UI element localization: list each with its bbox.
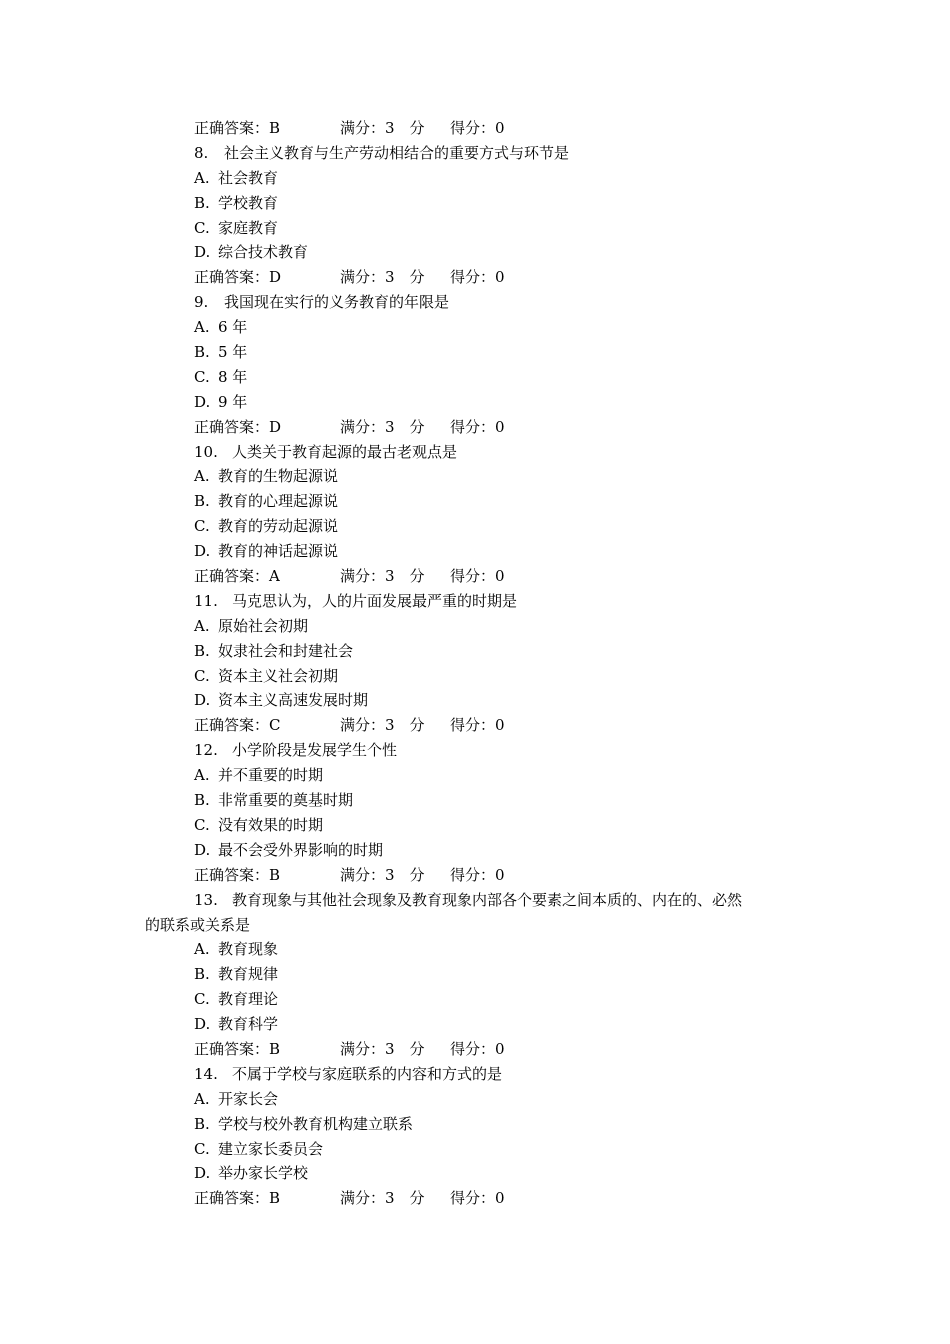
full-score: 满分：3 分 xyxy=(340,1189,425,1208)
obtained-score: 得分：0 xyxy=(450,567,505,586)
option-text: 举办家长学校 xyxy=(218,1164,309,1183)
question-number: 10. xyxy=(194,442,218,461)
answer-line xyxy=(0,415,950,440)
correct-answer: 正确答案：B xyxy=(194,1189,281,1208)
option-line xyxy=(0,1161,950,1186)
option-letter: C. xyxy=(194,367,210,386)
option-line xyxy=(0,539,950,564)
option-letter: C. xyxy=(194,1139,210,1158)
obtained-score: 得分：0 xyxy=(450,1189,505,1208)
option-text: 没有效果的时期 xyxy=(218,815,324,834)
option-letter: A. xyxy=(194,467,210,486)
option-letter: A. xyxy=(194,1089,210,1108)
option-text: 教育的生物起源说 xyxy=(218,467,339,486)
question-text: 不属于学校与家庭联系的内容和方式的是 xyxy=(232,1064,503,1083)
option-letter: D. xyxy=(194,392,211,411)
option-letter: A. xyxy=(194,318,210,337)
question-text: 人类关于教育起源的最古老观点是 xyxy=(232,442,458,461)
option-text: 5 年 xyxy=(218,343,248,362)
option-line xyxy=(0,390,950,415)
option-letter: C. xyxy=(194,517,210,536)
full-score: 满分：3 分 xyxy=(340,119,425,137)
answer-line xyxy=(0,1186,950,1211)
answer-line xyxy=(0,564,950,589)
option-letter: B. xyxy=(194,1114,210,1133)
option-letter: C. xyxy=(194,218,210,237)
full-score: 满分：3 分 xyxy=(340,1039,425,1058)
correct-answer: 正确答案：D xyxy=(194,268,282,287)
option-line xyxy=(0,166,950,191)
option-text: 教育的心理起源说 xyxy=(218,492,339,511)
option-text: 原始社会初期 xyxy=(218,616,309,635)
option-letter: C. xyxy=(194,990,210,1009)
question-line xyxy=(0,888,950,913)
question-number: 8. xyxy=(194,143,209,162)
obtained-score: 得分：0 xyxy=(450,268,505,287)
option-text: 学校与校外教育机构建立联系 xyxy=(218,1114,414,1133)
question-text: 小学阶段是发展学生个性 xyxy=(232,741,398,760)
option-line xyxy=(0,489,950,514)
option-text: 8 年 xyxy=(218,367,248,386)
option-letter: C. xyxy=(194,815,210,834)
option-text: 资本主义社会初期 xyxy=(218,666,339,685)
option-letter: A. xyxy=(194,168,210,187)
option-line xyxy=(0,340,950,365)
option-line xyxy=(0,1112,950,1137)
option-letter: B. xyxy=(194,492,210,511)
option-text: 教育的劳动起源说 xyxy=(218,517,339,536)
option-letter: A. xyxy=(194,766,210,785)
option-text: 社会教育 xyxy=(218,168,279,187)
option-line xyxy=(0,763,950,788)
option-line xyxy=(0,962,950,987)
question-line xyxy=(0,440,950,465)
answer-line xyxy=(0,1037,950,1062)
option-line xyxy=(0,191,950,216)
obtained-score: 得分：0 xyxy=(450,119,505,137)
question-number: 14. xyxy=(194,1064,218,1083)
full-score: 满分：3 分 xyxy=(340,417,425,436)
option-letter: B. xyxy=(194,193,210,212)
correct-answer: 正确答案：B xyxy=(194,119,281,137)
question-text: 的联系或关系是 xyxy=(145,915,251,934)
full-score: 满分：3 分 xyxy=(340,716,425,735)
option-text: 开家长会 xyxy=(218,1089,279,1108)
option-letter: D. xyxy=(194,840,211,859)
question-line xyxy=(0,1062,950,1087)
option-text: 教育理论 xyxy=(218,990,279,1009)
question-number: 12. xyxy=(194,741,218,760)
answer-line xyxy=(0,265,950,290)
answer-line xyxy=(0,863,950,888)
option-line xyxy=(0,240,950,265)
exam-page xyxy=(0,116,950,1211)
answer-line xyxy=(0,116,950,141)
obtained-score: 得分：0 xyxy=(450,716,505,735)
option-line xyxy=(0,614,950,639)
option-line xyxy=(0,937,950,962)
question-line xyxy=(0,738,950,763)
option-line xyxy=(0,987,950,1012)
option-letter: A. xyxy=(194,616,210,635)
option-text: 综合技术教育 xyxy=(218,243,309,262)
option-text: 奴隶社会和封建社会 xyxy=(218,641,354,660)
option-letter: B. xyxy=(194,965,210,984)
option-text: 教育规律 xyxy=(218,965,279,984)
option-text: 9 年 xyxy=(218,392,248,411)
question-line xyxy=(0,290,950,315)
option-letter: B. xyxy=(194,343,210,362)
full-score: 满分：3 分 xyxy=(340,567,425,586)
option-line xyxy=(0,1137,950,1162)
option-line xyxy=(0,788,950,813)
option-line xyxy=(0,1087,950,1112)
option-text: 教育现象 xyxy=(218,940,279,959)
option-text: 并不重要的时期 xyxy=(218,766,324,785)
obtained-score: 得分：0 xyxy=(450,1039,505,1058)
option-letter: D. xyxy=(194,691,211,710)
correct-answer: 正确答案：B xyxy=(194,865,281,884)
obtained-score: 得分：0 xyxy=(450,865,505,884)
question-number: 13. xyxy=(194,890,218,909)
question-number: 9. xyxy=(194,293,209,312)
question-text: 我国现在实行的义务教育的年限是 xyxy=(224,293,450,312)
option-line xyxy=(0,813,950,838)
option-line xyxy=(0,1012,950,1037)
correct-answer: 正确答案：C xyxy=(194,716,281,735)
option-line xyxy=(0,216,950,241)
option-letter: D. xyxy=(194,1164,211,1183)
option-letter: D. xyxy=(194,1015,211,1034)
option-text: 学校教育 xyxy=(218,193,279,212)
option-letter: D. xyxy=(194,542,211,561)
option-text: 非常重要的奠基时期 xyxy=(218,791,354,810)
option-letter: D. xyxy=(194,243,211,262)
option-text: 家庭教育 xyxy=(218,218,279,237)
option-text: 教育科学 xyxy=(218,1015,279,1034)
option-text: 资本主义高速发展时期 xyxy=(218,691,369,710)
option-letter: C. xyxy=(194,666,210,685)
obtained-score: 得分：0 xyxy=(450,417,505,436)
option-line xyxy=(0,639,950,664)
question-text: 马克思认为，人的片面发展最严重的时期是 xyxy=(232,591,518,610)
option-line xyxy=(0,838,950,863)
full-score: 满分：3 分 xyxy=(340,268,425,287)
question-number: 11. xyxy=(194,591,218,610)
option-line xyxy=(0,315,950,340)
option-line xyxy=(0,688,950,713)
option-line xyxy=(0,464,950,489)
correct-answer: 正确答案：A xyxy=(194,567,280,586)
option-text: 教育的神话起源说 xyxy=(218,542,339,561)
option-letter: B. xyxy=(194,791,210,810)
option-text: 建立家长委员会 xyxy=(218,1139,324,1158)
answer-line xyxy=(0,713,950,738)
question-text: 教育现象与其他社会现象及教育现象内部各个要素之间本质的、内在的、必然 xyxy=(232,890,743,909)
question-text-continuation xyxy=(0,913,950,938)
option-letter: B. xyxy=(194,641,210,660)
correct-answer: 正确答案：B xyxy=(194,1039,281,1058)
question-line xyxy=(0,589,950,614)
option-letter: A. xyxy=(194,940,210,959)
option-text: 6 年 xyxy=(218,318,248,337)
correct-answer: 正确答案：D xyxy=(194,417,282,436)
question-text: 社会主义教育与生产劳动相结合的重要方式与环节是 xyxy=(224,143,570,162)
option-line xyxy=(0,365,950,390)
option-text: 最不会受外界影响的时期 xyxy=(218,840,384,859)
option-line xyxy=(0,664,950,689)
question-line xyxy=(0,141,950,166)
full-score: 满分：3 分 xyxy=(340,865,425,884)
option-line xyxy=(0,514,950,539)
